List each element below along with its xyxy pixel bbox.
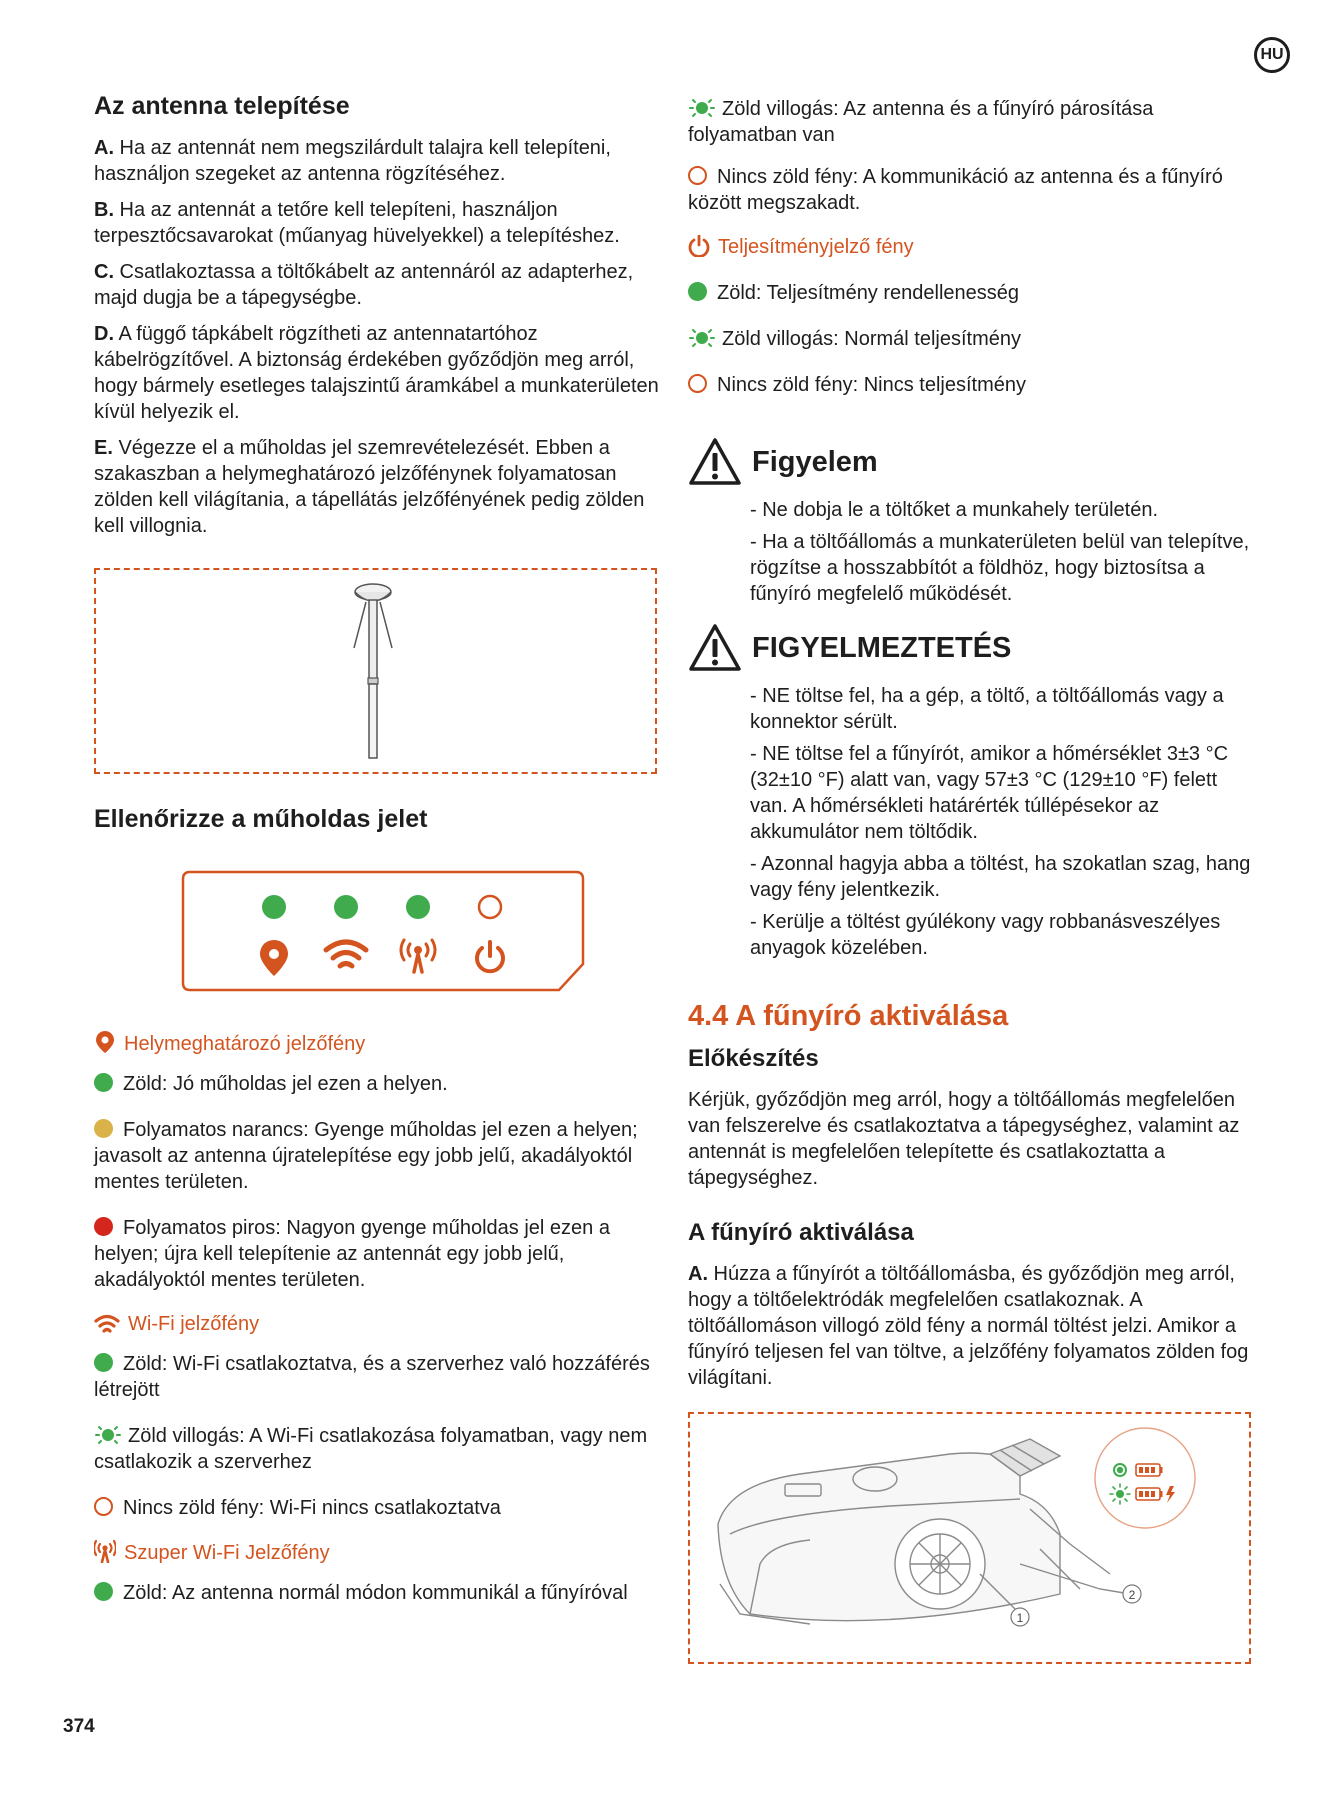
green-dot-icon [94, 1582, 113, 1601]
warning-item: - NE töltse fel a fűnyírót, amikor a hőmérséklet 3±3 °C (32±10 °F) alatt van, vagy 57±3 °C (129±10 °F) felett van. A hőmérsékleti határérték túllépésekor az akkumulátor nem töltődik. [750, 743, 1229, 843]
mower-illustration [690, 1414, 1248, 1660]
led-panel [180, 870, 586, 1000]
superwifi-title: Szuper Wi-Fi Jelzőfény [124, 1542, 330, 1564]
antenna-figure [94, 568, 657, 774]
green-dot-icon [94, 1073, 113, 1092]
charging-indicator-callout [1095, 1428, 1195, 1528]
red-dot-icon [94, 1217, 113, 1236]
satellite-title: Ellenőrizze a műholdas jelet [94, 805, 428, 833]
location-section: Helymeghatározó jelzőfény Zöld: Jó műholdas jel ezen a helyen. Folyamatos narancs: Gyenge műholdas jel ezen a helyen; javasolt az antenna újratelepítése egy jobb jelű, akadályoktól mentes területen. Folyamatos piros: Nagyon gyenge műholdas jel ezen a helyen; újra kell telepítenie az antennát egy jobb jelű, akadályoktól mentes területen. Wi-Fi jelzőfény Zöld: Wi-Fi csatlakoztatva, és a szerverhez való hozzáférés létrejött Zöld villogás: A Wi-Fi csatlakozása folyamatban, vagy nem csatlakozik a szerverhez Nincs zöld fény: Wi-Fi nincs csatlakoztatva Szuper Wi-Fi Jelzőfény Zöld: Az antenna normál módon kommunikál a fűnyíróval [94, 1030, 664, 1606]
location-title: Helymeghatározó jelzőfény [124, 1033, 366, 1055]
attention-title: Figyelem [752, 445, 878, 478]
wifi-title: Wi-Fi jelzőfény [128, 1313, 260, 1335]
antenna-illustration [96, 570, 654, 770]
green-blink-icon [94, 1425, 122, 1445]
svg-text:2: 2 [1128, 1588, 1136, 1602]
warning-item: - NE töltse fel, ha a gép, a töltő, a töltőállomás vagy a konnektor sérült. [750, 685, 1224, 733]
green-blink-icon [688, 98, 716, 118]
empty-dot-icon [688, 166, 707, 185]
attention-item: - Ne dobja le a töltőket a munkahely területén. [750, 499, 1159, 521]
mower-figure [688, 1412, 1251, 1664]
callout-1 [1011, 1608, 1029, 1626]
yellow-dot-icon [94, 1119, 113, 1138]
attention-block [688, 437, 1258, 613]
empty-dot-icon [94, 1497, 113, 1516]
led-location [262, 895, 286, 919]
warning-item: - Azonnal hagyja abba a töltést, ha szokatlan szag, hang vagy fény jelentkezik. [750, 853, 1251, 901]
green-dot-icon [94, 1353, 113, 1372]
svg-text:1: 1 [1016, 1611, 1024, 1625]
language-badge: HU [1254, 37, 1290, 73]
warning-triangle-icon [688, 437, 742, 487]
warning-block [688, 623, 1258, 967]
led-wifi [334, 895, 358, 919]
install-title: Az antenna telepítése [94, 92, 350, 120]
empty-dot-icon [688, 374, 707, 393]
warning-triangle-icon [688, 623, 742, 673]
warning-item: - Kerülje a töltést gyúlékony vagy robbanásveszélyes anyagok közelében. [750, 911, 1221, 959]
callout-2 [1123, 1585, 1141, 1603]
power-icon [688, 235, 710, 257]
green-blink-icon [688, 328, 716, 348]
page-number: 374 [63, 1716, 95, 1737]
activation-section: 4.4 A fűnyíró aktiválása Előkészítés Kérjük, győződjön meg arról, hogy a töltőállomás megfelelően van felszerelve és csatlakoztatva a tápegységhez, valamint az antennát is megfelelően telepítette és csatlakoztatta a tápegységhez. A fűnyíró aktiválása A. Húzza a fűnyírót a töltőállomásba, és győződjön meg arról, hogy a töltőelektródák megfelelően csatlakoznak. A töltőállomáson villogó zöld fény a normál töltést jelzi. Amikor a fűnyíró teljesen fel van töltve, a jelzőfény folyamatos zölden fog világítani. [688, 1000, 1258, 1391]
green-dot-icon [688, 282, 707, 301]
prep-text: Kérjük, győződjön meg arról, hogy a töltőállomás megfelelően van felszerelve és csatlakoztatva a tápegységhez, valamint az antennát is megfelelően telepítette és csatlakoztatta a tápegységhez. [688, 1089, 1240, 1189]
super-wifi-icon [94, 1539, 116, 1563]
section-title: 4.4 A fűnyíró aktiválása [688, 1000, 1009, 1032]
superwifi-continued: Zöld villogás: Az antenna és a fűnyíró párosítása folyamatban van Nincs zöld fény: A kommunikáció az antenna és a fűnyíró között megszakadt. Teljesítményjelző fény Zöld: Teljesítmény rendellenesség Zöld villogás: Normál teljesítmény Nincs zöld fény: Nincs teljesítmény [688, 98, 1223, 396]
activation-subtitle: A fűnyíró aktiválása [688, 1219, 914, 1246]
attention-item: - Ha a töltőállomás a munkaterületen belül van telepítve, rögzítse a hosszabbítót a földhöz, hogy biztosítsa a fűnyíró megfelelő működését. [750, 531, 1250, 605]
prep-title: Előkészítés [688, 1045, 819, 1072]
wifi-icon [94, 1314, 120, 1334]
led-superwifi [406, 895, 430, 919]
location-icon [94, 1030, 116, 1054]
warning-title: FIGYELMEZTETÉS [752, 631, 1012, 664]
power-title: Teljesítményjelző fény [718, 236, 914, 258]
install-steps: A. Ha az antennát nem megszilárdult talajra kell telepíteni, használjon szegeket az antenna rögzítéséhez. B. Ha az antennát a tetőre kell telepíteni, használjon terpesztőcsavarokat (műanyag hüvelyekkel) a telepítéshez. C. Csatlakoztassa a töltőkábelt az antennáról az adapterhez, majd dugja be a tápegységbe. D. A függő tápkábelt rögzítheti az antennatartóhoz kábelrögzítővel. A biztonság érdekében győződjön meg arról, hogy bármely esetleges talajszintű áramkábel a munkaterületen kívül helyezik el. E. Végezze el a műholdas jel szemrevételezését. Ebben a szakaszban a helymeghatározó jelzőfénynek folyamatosan zölden kell világítania, a tápellátás jelzőfényének pedig zölden kell villognia. [94, 137, 659, 537]
